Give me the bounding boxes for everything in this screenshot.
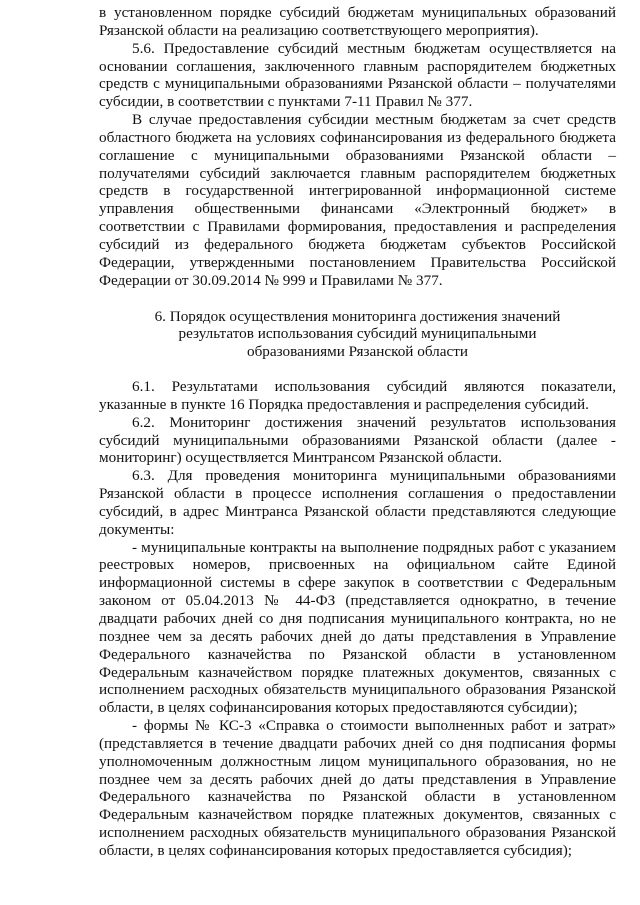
heading-line-1: 6. Порядок осуществления мониторинга достижения значений [154, 307, 561, 325]
paragraph-6-1: 6.1. Результатами использования субсидий являются показатели, указанные в пункте 16 Порядка предоставления и распределения субсидий. [99, 378, 616, 413]
heading-line-3: образованиями Рязанской области [246, 343, 468, 361]
section-6-heading [99, 308, 616, 362]
document-page [99, 4, 616, 860]
list-item-ks3: - формы № КС-3 «Справка о стоимости выполненных работ и затрат» (представляется в течение двадцати рабочих дней со дня подписания формы уполномоченным должностным лицом муниципального образования, но не позднее чем за десять рабочих дней до даты представления в Управление Федерального казначейства по Рязанской области в установленном Федеральным казначейством порядке платежных документов, связанных с исполнением расходных обязательств муниципального образования Рязанской области, в целях софинансирования которых предоставляется субсидия); [99, 717, 616, 859]
paragraph-continuation: в установленном порядке субсидий бюджетам муниципальных образований Рязанской области на реализацию соответствующего мероприятия). [99, 4, 616, 39]
heading-line-2: результатов использования субсидий муниципальными [178, 325, 537, 343]
paragraph-cofinancing: В случае предоставления субсидии местным бюджетам за счет средств областного бюджета на условиях софинансирования из федерального бюджета соглашение с муниципальными образованиями Рязанской области – получателями субсидий заключается главным распорядителем бюджетных средств в государственной интегрированной информационной системе управления общественными финансами «Электронный бюджет» в соответствии с Правилами формирования, предоставления и распределения субсидий из федерального бюджета бюджетам субъектов Российской Федерации, утвержденными постановлением Правительства Российской Федерации от 30.09.2014 № 999 и Правилами № 377. [99, 111, 616, 289]
paragraph-6-3: 6.3. Для проведения мониторинга муниципальными образованиями Рязанской области в процессе исполнения соглашения о предоставлении субсидий, в адрес Минтранса Рязанской области представляются следующие документы: [99, 467, 616, 538]
paragraph-6-2: 6.2. Мониторинг достижения значений результатов использования субсидий муниципальными образованиями Рязанской области (далее - мониторинг) осуществляется Минтрансом Рязанской области. [99, 413, 616, 467]
list-item-contracts: - муниципальные контракты на выполнение подрядных работ с указанием реестровых номеров, присвоенных на официальном сайте Единой информационной системы в сфере закупок в соответствии с Федеральным законом от 05.04.2013 № 44-ФЗ (представляется однократно, в течение двадцати рабочих дней со дня подписания муниципального контракта, но не позднее чем за десять рабочих дней до даты представления в Управление Федерального казначейства по Рязанской области в установленном Федеральным казначейством порядке платежных документов, связанных с исполнением расходных обязательств муниципального образования Рязанской области, в целях софинансирования которых предоставляются субсидии); [99, 538, 616, 717]
paragraph-5-6: 5.6. Предоставление субсидий местным бюджетам осуществляется на основании соглашения, заключенного главным распорядителем бюджетных средств с муниципальными образованиями Рязанской области – получателями субсидии, в соответствии с пунктами 7-11 Правил № 377. [99, 39, 616, 111]
